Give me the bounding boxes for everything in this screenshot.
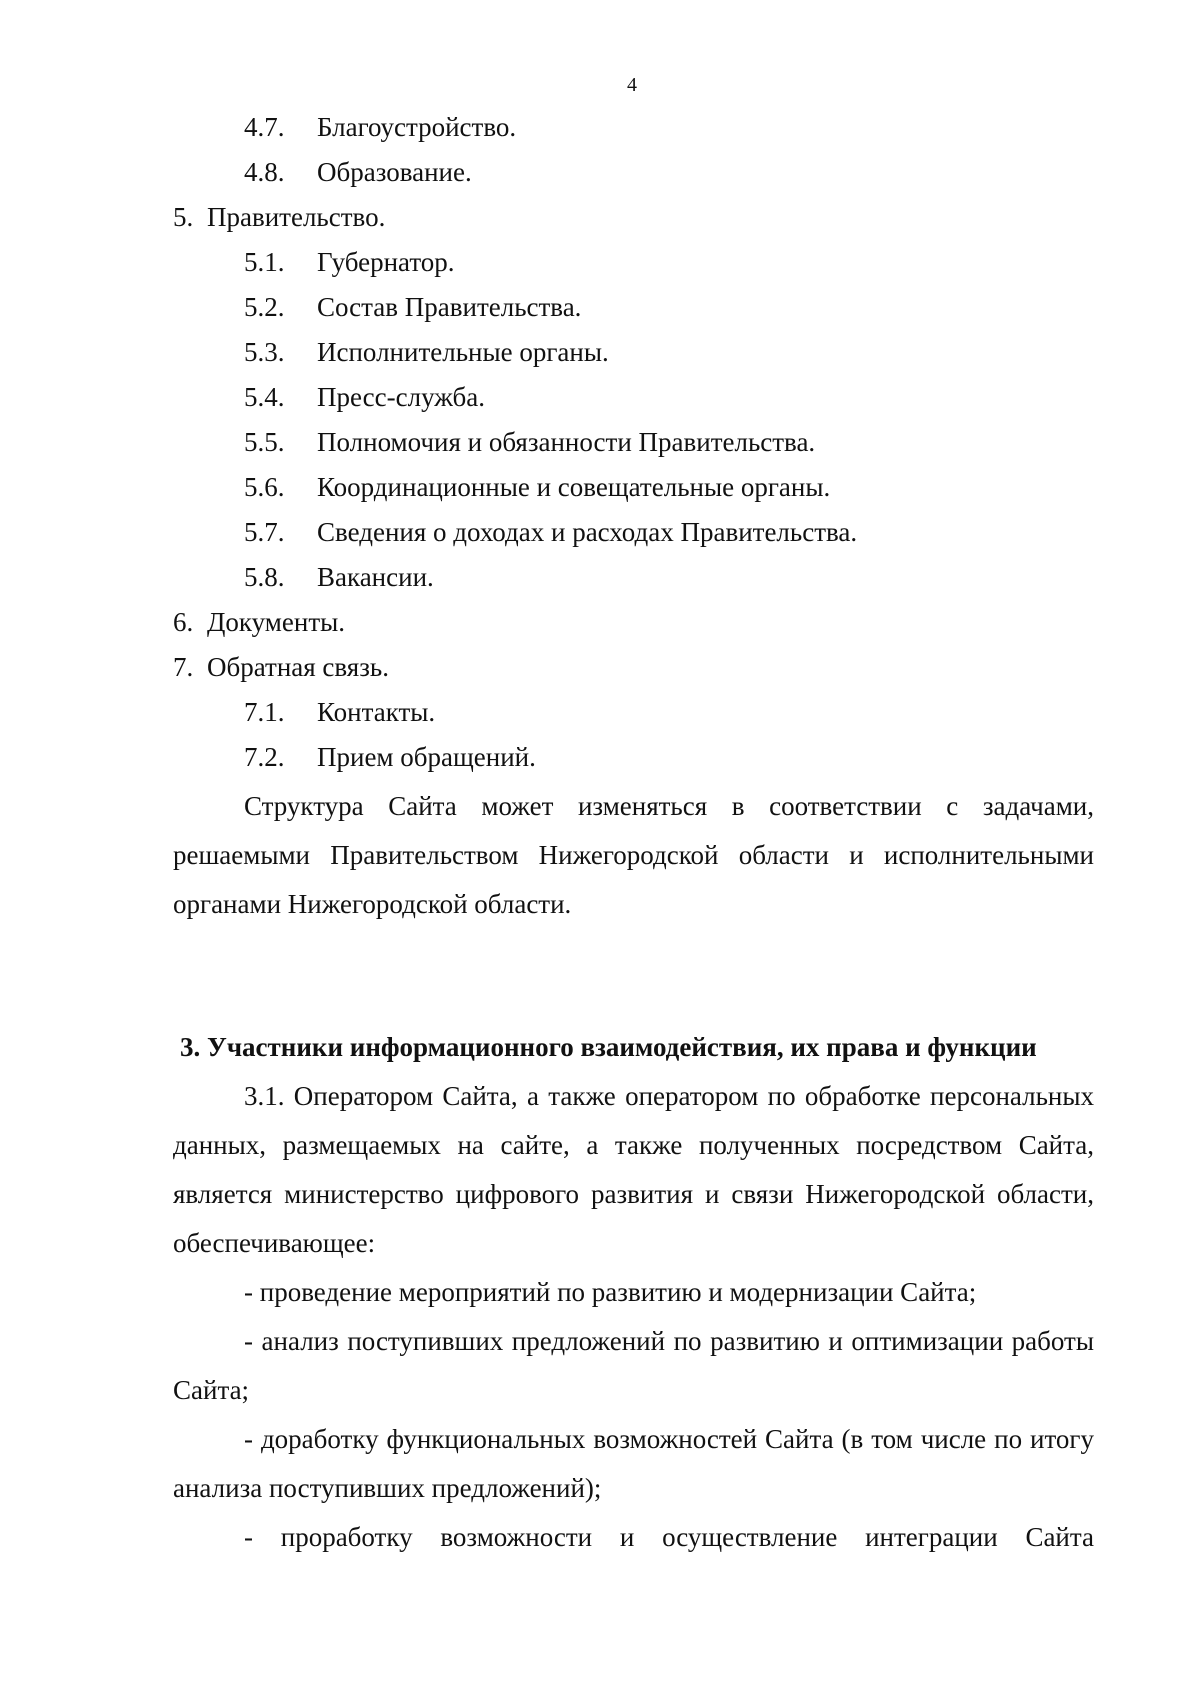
list-item-text: Губернатор. bbox=[317, 247, 455, 277]
bullet-item: - анализ поступивших предложений по развитию и оптимизации работы Сайта; bbox=[173, 1326, 1094, 1405]
list-item-number: 5.3. bbox=[244, 337, 285, 367]
list-item-text: Координационные и совещательные органы. bbox=[317, 472, 831, 502]
list-item bbox=[244, 740, 536, 774]
list-item-number: 5. bbox=[173, 202, 194, 232]
list-item bbox=[244, 695, 435, 729]
list-item-text: Контакты. bbox=[317, 697, 436, 727]
list-item-number: 5.8. bbox=[244, 562, 285, 592]
list-item bbox=[244, 155, 472, 189]
page-number: 4 bbox=[627, 74, 637, 96]
list-item-text: Вакансии. bbox=[317, 562, 434, 592]
list-item-number: 4.7. bbox=[244, 112, 285, 142]
list-item bbox=[244, 560, 434, 594]
list-item bbox=[244, 470, 830, 504]
list-item bbox=[244, 335, 609, 369]
list-item bbox=[244, 380, 485, 414]
list-item-text: Обратная связь. bbox=[207, 652, 389, 682]
list-item-number: 4.8. bbox=[244, 157, 285, 187]
list-item bbox=[244, 515, 857, 549]
list-item-number: 5.6. bbox=[244, 472, 285, 502]
list-item bbox=[244, 110, 516, 144]
list-item bbox=[244, 290, 581, 324]
list-item bbox=[173, 605, 345, 639]
list-item-text: Исполнительные органы. bbox=[317, 337, 609, 367]
list-item-number: 5.5. bbox=[244, 427, 285, 457]
list-item-number: 5.7. bbox=[244, 517, 285, 547]
list-item-number: 5.1. bbox=[244, 247, 285, 277]
list-item-text: Состав Правительства. bbox=[317, 292, 582, 322]
list-item bbox=[244, 425, 815, 459]
list-item-text: Прием обращений. bbox=[317, 742, 536, 772]
list-item-text: Благоустройство. bbox=[317, 112, 517, 142]
bullet-item: - проведение мероприятий по развитию и модернизации Сайта; bbox=[244, 1277, 977, 1307]
structure-paragraph: Структура Сайта может изменяться в соответствии с задачами, решаемыми Правительством Нижегородской области и исполнительными органами Нижегородской области. bbox=[173, 791, 1094, 919]
list-item-number: 5.4. bbox=[244, 382, 285, 412]
section-heading: 3. Участники информационного взаимодействия, их права и функции bbox=[180, 1032, 1037, 1062]
bullet-item: - проработку возможности и осуществление интеграции Сайта bbox=[244, 1522, 1094, 1552]
list-item-text: Пресс-служба. bbox=[317, 382, 485, 412]
operator-paragraph: 3.1. Оператором Сайта, а также оператором по обработке персональных данных, размещаемых на сайте, а также полученных посредством Сайта, является министерство цифрового развития и связи Нижегородской области, обеспечивающее: bbox=[173, 1081, 1094, 1258]
list-item-text: Документы. bbox=[207, 607, 346, 637]
list-item-text: Правительство. bbox=[207, 202, 386, 232]
list-item bbox=[244, 245, 455, 279]
list-item-text: Полномочия и обязанности Правительства. bbox=[317, 427, 816, 457]
bullet-item: - доработку функциональных возможностей Сайта (в том числе по итогу анализа поступивших предложений); bbox=[173, 1424, 1094, 1503]
list-item-number: 7. bbox=[173, 652, 194, 682]
list-item-text: Образование. bbox=[317, 157, 472, 187]
list-item-number: 7.1. bbox=[244, 697, 285, 727]
list-item-text: Сведения о доходах и расходах Правительства. bbox=[317, 517, 858, 547]
list-item bbox=[173, 650, 389, 684]
list-item-number: 7.2. bbox=[244, 742, 285, 772]
list-item bbox=[173, 200, 385, 234]
list-item-number: 5.2. bbox=[244, 292, 285, 322]
list-item-number: 6. bbox=[173, 607, 194, 637]
